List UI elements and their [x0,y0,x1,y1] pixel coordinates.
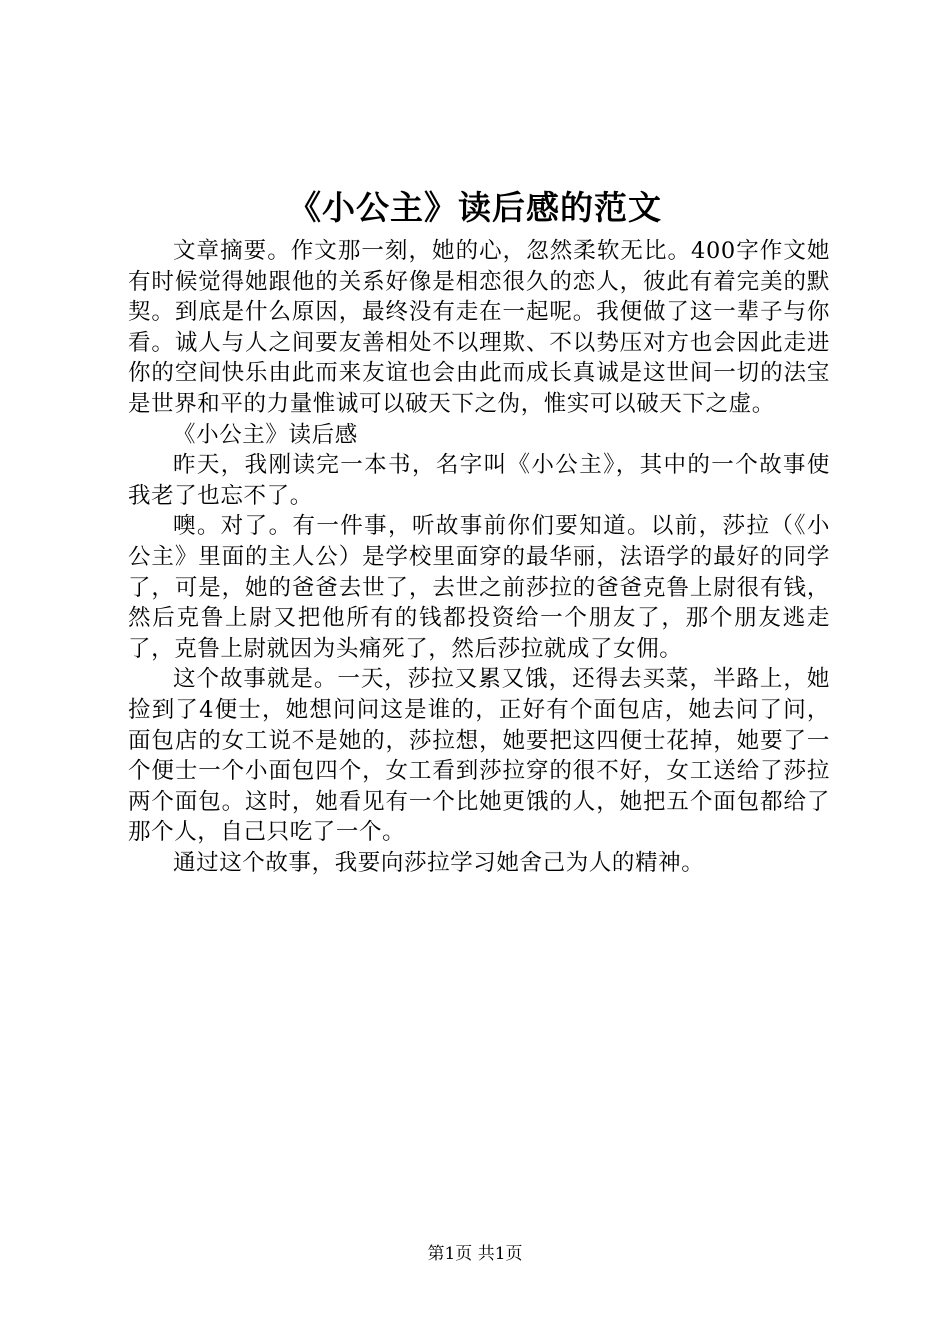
paragraph-subtitle: 《小公主》读后感 [173,421,358,448]
paragraph: 噢。对了。有一件事，听故事前你们要知道。以前，莎拉（《小公主》里面的主人公）是学校里面穿的最华丽，法语学的最好的同学了，可是，她的爸爸去世了，去世之前莎拉的爸爸克鲁上尉很有钱，然后克鲁上尉又把他所有的钱都投资给一个朋友了，那个朋友逃走了，克鲁上尉就因为头痛死了，然后莎拉就成了女佣。 [128,513,830,662]
paragraph: 这个故事就是。一天，莎拉又累又饿，还得去买菜，半路上，她捡到了4便士，她想问问这是谁的，正好有个面包店，她去问了问，面包店的女工说不是她的，莎拉想，她要把这四便士花掉，她要了一个便士一个小面包四个，女工看到莎拉穿的很不好，女工送给了莎拉两个面包。这时，她看见有一个比她更饿的人，她把五个面包都给了那个人，自己只吃了一个。 [128,666,830,846]
paragraph: 通过这个故事，我要向莎拉学习她舍己为人的精神。 [173,849,705,876]
document-title: 《小公主》读后感的范文 [288,188,662,227]
paragraph-abstract: 文章摘要。作文那一刻，她的心，忽然柔软无比。400字作文她有时候觉得她跟他的关系好像是相恋很久的恋人，彼此有着完美的默契。到底是什么原因，最终没有走在一起呢。我便做了这一辈子与你看。诚人与人之间要友善相处不以理欺、不以势压对方也会因此走进你的空间快乐由此而来友谊也会由此而成长真诚是这世间一切的法宝是世界和平的力量惟诚可以破天下之伪，惟实可以破天下之虚。 [128,238,830,417]
document-body [128,236,830,878]
paragraph: 昨天，我刚读完一本书，名字叫《小公主》，其中的一个故事使我老了也忘不了。 [128,452,830,509]
page-footer: 第1页 共1页 [427,1244,523,1264]
